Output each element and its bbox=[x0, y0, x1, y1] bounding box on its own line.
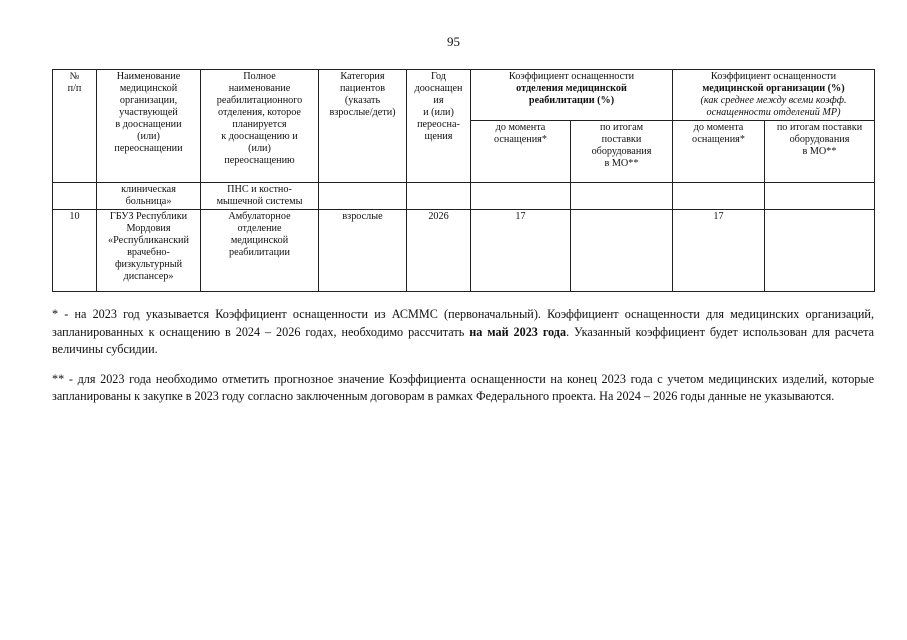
header-row-1 bbox=[53, 70, 875, 121]
cell-org-name: ГБУЗ Республики Мордовия «Республиканский врачебно- физкультурный диспансер» bbox=[97, 210, 201, 292]
cell-category: взрослые bbox=[319, 210, 407, 292]
header-coef-org: Коэффициент оснащенности медицинской организации (%) (как среднее между всеми коэфф. оснащенности отделений МР) bbox=[673, 70, 875, 121]
cell-num bbox=[53, 183, 97, 210]
header-org-after: по итогам поставки оборудования в МО** bbox=[765, 121, 875, 183]
cell-org-after bbox=[765, 183, 875, 210]
header-dept-after: по итогам поставки оборудования в МО** bbox=[571, 121, 673, 183]
table-row-10 bbox=[53, 210, 875, 292]
cell-org-after bbox=[765, 210, 875, 292]
footnote-2: ** - для 2023 года необходимо отметить прогнозное значение Коэффициента оснащенности на конец 2023 года с учетом медицинских изделий, которые запланированы к закупке в 2023 году согласно заключенным договорам в рамках Федерального проекта. На 2024 – 2026 годы данные не указываются. bbox=[52, 371, 874, 403]
footnote-1: * - на 2023 год указывается Коэффициент оснащенности из АСММС (первоначальный). Коэффициент оснащенности для медицинских организаций, запланированных к оснащению в 2024 – 2026 годах, необходимо рассчитать на май 2023 года. Указанный коэффициент будет использован для расчета величины субсидии. bbox=[52, 307, 874, 356]
header-org-before: до момента оснащения* bbox=[673, 121, 765, 183]
cell-dept-after bbox=[571, 210, 673, 292]
cell-dept-before: 17 bbox=[471, 210, 571, 292]
equipment-table bbox=[52, 69, 875, 292]
header-coef-dept: Коэффициент оснащенности отделения медицинской реабилитации (%) bbox=[471, 70, 673, 121]
cell-org-before bbox=[673, 183, 765, 210]
cell-org-before: 17 bbox=[673, 210, 765, 292]
table-row-continuation bbox=[53, 183, 875, 210]
header-dept-before: до момента оснащения* bbox=[471, 121, 571, 183]
cell-dept-before bbox=[471, 183, 571, 210]
header-year: Год дооснащен ия и (или) переосна- щения bbox=[407, 70, 471, 183]
cell-full-name: ПНС и костно- мышечной системы bbox=[201, 183, 319, 210]
cell-dept-after bbox=[571, 183, 673, 210]
header-category: Категория пациентов (указать взрослые/дети) bbox=[319, 70, 407, 183]
cell-year: 2026 bbox=[407, 210, 471, 292]
page-number: 95 bbox=[447, 34, 460, 49]
cell-num: 10 bbox=[53, 210, 97, 292]
header-full-name: Полное наименование реабилитационного отделения, которое планируется к дооснащению и (или) переоснащению bbox=[201, 70, 319, 183]
header-org-name: Наименование медицинской организации, участвующей в дооснащении (или) переоснащении bbox=[97, 70, 201, 183]
cell-org-name: клиническая больница» bbox=[97, 183, 201, 210]
footnotes bbox=[52, 306, 874, 418]
cell-year bbox=[407, 183, 471, 210]
cell-category bbox=[319, 183, 407, 210]
cell-full-name: Амбулаторное отделение медицинской реабилитации bbox=[201, 210, 319, 292]
header-num: № п/п bbox=[53, 70, 97, 183]
